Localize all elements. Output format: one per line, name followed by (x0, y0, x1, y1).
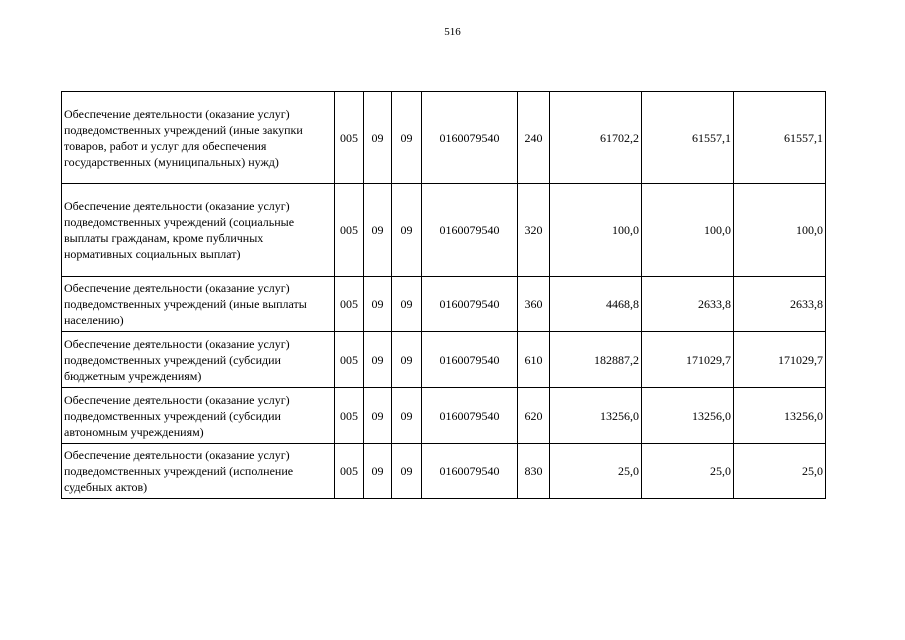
amount-year-2: 25,0 (642, 444, 734, 499)
section-code: 09 (364, 92, 392, 184)
amount-year-3: 100,0 (734, 184, 826, 277)
amount-year-2: 100,0 (642, 184, 734, 277)
amount-year-1: 13256,0 (550, 388, 642, 444)
row-description: Обеспечение деятельности (оказание услуг) подведомственных учреждений (иные закупки товаров, работ и услуг для обеспечения государственных (муниципальных) нужд) (62, 92, 335, 184)
table-row (62, 277, 826, 332)
amount-year-3: 13256,0 (734, 388, 826, 444)
section-code: 09 (364, 184, 392, 277)
target-article-code: 0160079540 (422, 388, 518, 444)
target-article-code: 0160079540 (422, 184, 518, 277)
row-description: Обеспечение деятельности (оказание услуг) подведомственных учреждений (субсидии бюджетным учреждениям) (62, 332, 335, 388)
table-row (62, 444, 826, 499)
ministry-code: 005 (335, 184, 364, 277)
table-row (62, 388, 826, 444)
section-code: 09 (364, 388, 392, 444)
ministry-code: 005 (335, 332, 364, 388)
target-article-code: 0160079540 (422, 332, 518, 388)
ministry-code: 005 (335, 92, 364, 184)
table-row (62, 92, 826, 184)
expense-type-code: 360 (518, 277, 550, 332)
amount-year-1: 61702,2 (550, 92, 642, 184)
amount-year-2: 61557,1 (642, 92, 734, 184)
amount-year-2: 171029,7 (642, 332, 734, 388)
amount-year-1: 182887,2 (550, 332, 642, 388)
page-number: 516 (444, 26, 461, 38)
subsection-code: 09 (392, 184, 422, 277)
ministry-code: 005 (335, 388, 364, 444)
row-description: Обеспечение деятельности (оказание услуг) подведомственных учреждений (субсидии автономным учреждениям) (62, 388, 335, 444)
target-article-code: 0160079540 (422, 444, 518, 499)
target-article-code: 0160079540 (422, 92, 518, 184)
amount-year-1: 4468,8 (550, 277, 642, 332)
target-article-code: 0160079540 (422, 277, 518, 332)
subsection-code: 09 (392, 332, 422, 388)
table-row (62, 332, 826, 388)
ministry-code: 005 (335, 444, 364, 499)
expense-type-code: 620 (518, 388, 550, 444)
ministry-code: 005 (335, 277, 364, 332)
row-description: Обеспечение деятельности (оказание услуг) подведомственных учреждений (иные выплаты населению) (62, 277, 335, 332)
section-code: 09 (364, 332, 392, 388)
expense-type-code: 320 (518, 184, 550, 277)
subsection-code: 09 (392, 388, 422, 444)
amount-year-1: 25,0 (550, 444, 642, 499)
row-description: Обеспечение деятельности (оказание услуг) подведомственных учреждений (исполнение судебных актов) (62, 444, 335, 499)
amount-year-2: 2633,8 (642, 277, 734, 332)
expense-type-code: 830 (518, 444, 550, 499)
amount-year-1: 100,0 (550, 184, 642, 277)
amount-year-3: 171029,7 (734, 332, 826, 388)
amount-year-3: 25,0 (734, 444, 826, 499)
section-code: 09 (364, 277, 392, 332)
expense-type-code: 240 (518, 92, 550, 184)
subsection-code: 09 (392, 92, 422, 184)
table-row (62, 184, 826, 277)
amount-year-3: 61557,1 (734, 92, 826, 184)
subsection-code: 09 (392, 277, 422, 332)
amount-year-2: 13256,0 (642, 388, 734, 444)
expense-type-code: 610 (518, 332, 550, 388)
amount-year-3: 2633,8 (734, 277, 826, 332)
table-body (62, 92, 826, 499)
subsection-code: 09 (392, 444, 422, 499)
budget-table (61, 91, 826, 499)
row-description: Обеспечение деятельности (оказание услуг) подведомственных учреждений (социальные выплаты гражданам, кроме публичных нормативных социальных выплат) (62, 184, 335, 277)
section-code: 09 (364, 444, 392, 499)
